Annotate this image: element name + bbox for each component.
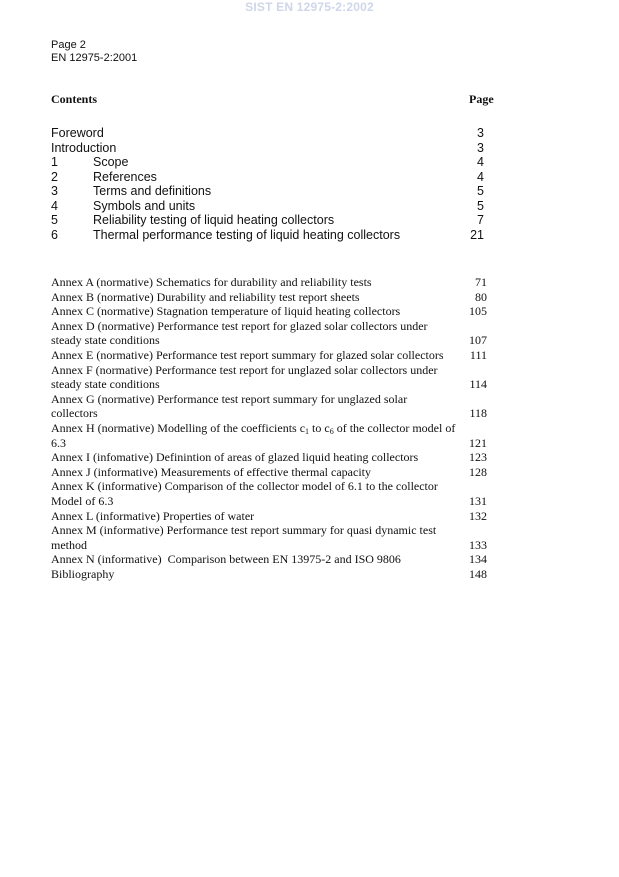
annex-entry-bibliography[interactable] <box>51 567 496 582</box>
annex-entry-title: Bibliography <box>51 566 115 581</box>
toc-entry-page: 4 <box>477 169 484 184</box>
page-label: Page 2 <box>51 39 86 51</box>
annex-entry-d[interactable] <box>51 319 496 348</box>
annex-entry-page: 71 <box>475 275 487 289</box>
annex-entry-page: 111 <box>469 347 487 362</box>
annex-entry-title: Annex E (normative) Performance test report summary for glazed solar collectors <box>51 347 444 362</box>
annex-entry-title: Annex J (informative) Measurements of effective thermal capacity <box>51 464 371 479</box>
toc-entry-page: 3 <box>477 126 484 140</box>
annex-h-text-mid: to c <box>309 420 330 435</box>
annex-entry-page: 118 <box>469 406 487 421</box>
annex-entry-i[interactable] <box>51 450 496 465</box>
annex-entry-title: Annex L (informative) Properties of water <box>51 508 255 523</box>
annex-entry-title: Annex C (normative) Stagnation temperature of liquid heating collectors <box>51 304 401 319</box>
annex-entry-page: 80 <box>475 289 487 304</box>
toc-entry-number: 2 <box>51 169 58 184</box>
annex-entry-page: 134 <box>469 552 487 567</box>
toc-entry-title: Introduction <box>51 140 117 155</box>
annex-entry-page: 121 <box>469 435 487 450</box>
toc-entry-scope[interactable] <box>51 155 496 170</box>
annex-entry-page: 148 <box>469 566 487 581</box>
standard-id: EN 12975-2:2001 <box>51 52 138 64</box>
annex-entry-a[interactable] <box>51 275 496 290</box>
annex-entry-e[interactable] <box>51 348 496 363</box>
annex-entry-f[interactable] <box>51 363 496 392</box>
annex-entry-h[interactable] <box>51 421 496 450</box>
annex-entry-title: Annex D (normative) Performance test report for glazed solar collectors under steady state conditions <box>51 318 428 348</box>
contents-heading: Contents <box>51 92 98 106</box>
annex-entry-page: 131 <box>469 493 487 508</box>
toc-entry-introduction[interactable] <box>51 141 496 156</box>
toc-entry-foreword[interactable] <box>51 126 496 141</box>
annex-h-text-suffix: of the collector model of 6.3 <box>51 420 456 450</box>
annex-entry-j[interactable] <box>51 465 496 480</box>
annex-h-text-prefix: Annex H (normative) Modelling of the coefficients c <box>51 420 306 435</box>
toc-entry-page: 7 <box>477 213 484 227</box>
toc-entry-title: Thermal performance testing of liquid heating collectors <box>93 227 401 242</box>
annex-entry-page: 107 <box>469 333 487 348</box>
toc-entry-page: 4 <box>477 155 484 169</box>
toc-entry-number: 5 <box>51 213 58 227</box>
annex-entry-title: Annex B (normative) Durability and reliability test report sheets <box>51 289 360 304</box>
annex-entry-c[interactable] <box>51 304 496 319</box>
toc-entry-title: Reliability testing of liquid heating collectors <box>93 213 335 227</box>
toc-entry-page: 21 <box>470 227 484 242</box>
toc-entry-references[interactable] <box>51 170 496 185</box>
toc-entry-page: 3 <box>477 140 484 155</box>
toc-entry-title: Symbols and units <box>93 198 196 213</box>
annex-entry-g[interactable] <box>51 392 496 421</box>
toc-entry-page: 5 <box>477 184 484 198</box>
toc-entry-symbols[interactable] <box>51 199 496 214</box>
toc-entry-number: 4 <box>51 198 58 213</box>
toc-entry-title: References <box>93 169 157 184</box>
annex-h-sub-1: 1 <box>305 426 310 436</box>
annex-entry-title: Annex F (normative) Performance test report for unglazed solar collectors under steady state conditions <box>51 362 438 392</box>
annex-h-sub-6: 6 <box>329 426 334 436</box>
toc-entry-title: Terms and definitions <box>93 184 212 198</box>
annex-entry-page: 105 <box>469 304 487 319</box>
annex-entry-k[interactable] <box>51 479 496 508</box>
toc-entry-thermal[interactable] <box>51 228 496 243</box>
contents-list <box>51 126 496 242</box>
annex-entry-page: 133 <box>469 537 487 552</box>
toc-entry-title: Scope <box>93 155 129 169</box>
annex-entry-page: 128 <box>469 464 487 479</box>
annex-entry-l[interactable] <box>51 509 496 524</box>
toc-entry-page: 5 <box>477 198 484 213</box>
toc-entry-number: 6 <box>51 227 58 242</box>
toc-entry-reliability[interactable] <box>51 213 496 228</box>
annex-entry-title: Annex M (informative) Performance test report summary for quasi dynamic test method <box>51 523 437 552</box>
annex-entry-title: Annex K (informative) Comparison of the collector model of 6.1 to the collector Model of 6.3 <box>51 479 438 508</box>
toc-entry-number: 3 <box>51 184 58 198</box>
annex-entry-title: Annex A (normative) Schematics for durability and reliability tests <box>51 275 372 289</box>
toc-entry-number: 1 <box>51 155 58 169</box>
annex-entry-title: Annex N (informative) Comparison between EN 13975-2 and ISO 9806 <box>51 552 401 567</box>
annex-entry-page: 132 <box>469 508 487 523</box>
annex-entry-page: 123 <box>469 450 487 465</box>
annex-list <box>51 275 496 581</box>
annex-entry-n[interactable] <box>51 552 496 567</box>
watermark: SIST EN 12975-2:2002 <box>245 0 374 14</box>
annex-entry-m[interactable] <box>51 523 496 552</box>
annex-entry-title: Annex I (infomative) Definintion of areas of glazed liquid heating collectors <box>51 450 419 465</box>
annex-entry-b[interactable] <box>51 290 496 305</box>
toc-entry-title: Foreword <box>51 126 104 140</box>
annex-entry-title <box>51 421 461 450</box>
annex-entry-title: Annex G (normative) Performance test report summary for unglazed solar collectors <box>51 391 408 421</box>
toc-entry-terms[interactable] <box>51 184 496 199</box>
annex-entry-page: 114 <box>469 377 487 392</box>
page-column-heading: Page <box>469 92 494 106</box>
